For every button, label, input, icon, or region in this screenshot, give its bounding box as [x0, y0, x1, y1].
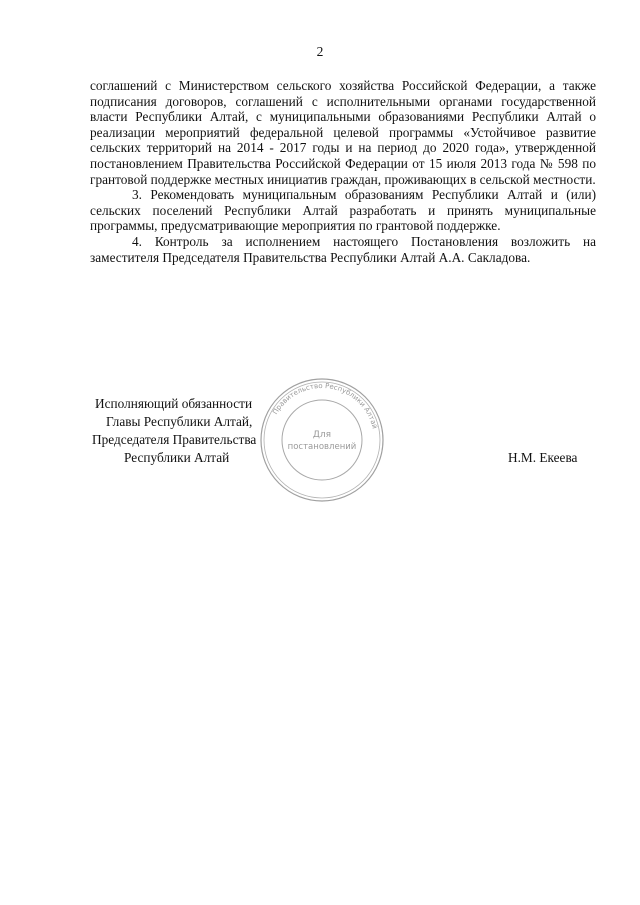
- signature-title-line3: Председателя Правительства: [92, 432, 257, 447]
- signatory-name: Н.М. Екеева: [508, 450, 578, 465]
- paragraph-item-3: 3. Рекомендовать муниципальным образованиям Республики Алтай и (или) сельских поселений Республики Алтай разработать и принять муниципальные программы, предусматривающие мероприятия по грантовой поддержке.: [90, 187, 596, 234]
- stamp-inner-line2: постановлений: [287, 442, 357, 452]
- stamp-inner-line1: Для: [312, 430, 332, 440]
- signature-title-line4: Республики Алтай: [124, 450, 230, 465]
- signature-title-line2: Главы Республики Алтай,: [106, 414, 253, 429]
- paragraph-continuation: соглашений с Министерством сельского хозяйства Российской Федерации, а также подписания договоров, соглашений с исполнительными органами государственной власти Республики Алтай, с муниципальными образованиями Республики Алтай о реализации мероприятий федеральной целевой программы «Устойчивое развитие сельских территорий на 2014 - 2017 годы и на период до 2020 года», утвержденной постановлением Правительства Российской Федерации от 15 июля 2013 года № 598 по грантовой поддержке местных инициатив граждан, проживающих в сельской местности.: [90, 78, 596, 187]
- document-body: [90, 78, 596, 265]
- signature-title-line1: Исполняющий обязанности: [95, 396, 253, 411]
- official-seal-stamp: [258, 376, 386, 504]
- stamp-outer-text: Правительство Республики Алтай: [271, 381, 379, 430]
- page-number: 2: [316, 44, 324, 59]
- paragraph-item-4: 4. Контроль за исполнением настоящего Постановления возложить на заместителя Председателя Правительства Республики Алтай А.А. Сакладова.: [90, 233, 596, 265]
